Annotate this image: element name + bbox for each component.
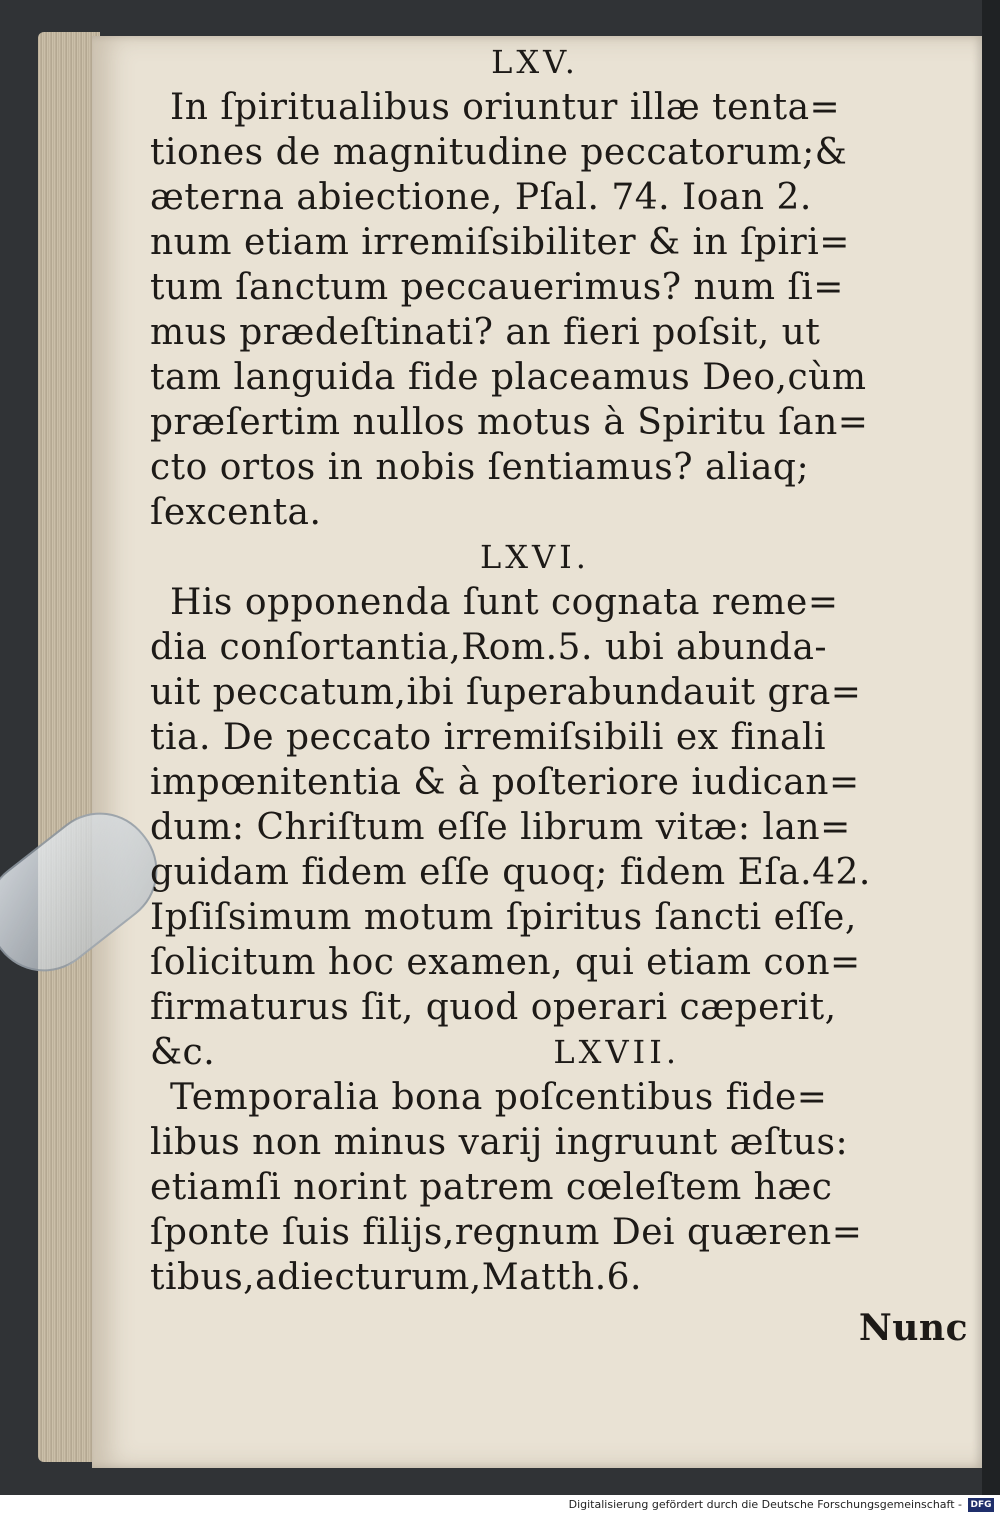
text-line: ſexcenta. bbox=[150, 492, 322, 533]
text-line: ſolicitum hoc examen, qui etiam con= bbox=[150, 942, 861, 983]
text-line: impœnitentia & à poſteriore iudican= bbox=[150, 762, 860, 803]
text-line: etiamſi norint patrem cœleſtem hæc bbox=[150, 1167, 833, 1208]
page-text bbox=[150, 40, 980, 1351]
text-line: uit peccatum,ibi ſuperabundauit gra= bbox=[150, 672, 862, 713]
text-line: firmaturus ſit, quod operari cæperit, bbox=[150, 987, 837, 1028]
footer-credit: Digitalisierung gefördert durch die Deutsche Forschungsgemeinschaft - bbox=[568, 1498, 962, 1511]
book-page-edges bbox=[38, 32, 100, 1462]
catchword: Nunc bbox=[858, 1307, 968, 1349]
text-line: num etiam irremiſsibiliter & in ſpiri= bbox=[150, 222, 850, 263]
text-line: cto ortos in nobis ſentiamus? aliaq; bbox=[150, 447, 810, 488]
text-line: ſponte ſuis filijs,regnum Dei quæren= bbox=[150, 1212, 863, 1253]
section-heading: LXVI. bbox=[480, 538, 590, 576]
footer-bar bbox=[0, 1495, 1000, 1516]
text-line: tum ſanctum peccauerimus? num ſi= bbox=[150, 267, 844, 308]
text-line: dum: Chriſtum eſſe librum vitæ: lan= bbox=[150, 807, 851, 848]
text-line: His opponenda ſunt cognata reme= bbox=[170, 582, 839, 623]
text-line: tia. De peccato irremiſsibili ex finali bbox=[150, 717, 826, 758]
text-line: dia conſortantia,Rom.5. ubi abunda- bbox=[150, 627, 828, 668]
text-line: tiones de magnitudine peccatorum;& bbox=[150, 132, 848, 173]
text-line: tam languida fide placeamus Deo,cùm bbox=[150, 357, 867, 398]
text-line: æterna abiectione, Pſal. 74. Ioan 2. bbox=[150, 177, 812, 218]
text-line: In ſpiritualibus oriuntur illæ tenta= bbox=[170, 87, 841, 128]
text-line: mus prædeſtinati? an fieri poſsit, ut bbox=[150, 312, 821, 353]
text-line: præſertim nullos motus à Spiritu ſan= bbox=[150, 402, 869, 443]
text-line: tibus,adiecturum,Matth.6. bbox=[150, 1257, 642, 1298]
text-line: libus non minus varij ingruunt æſtus: bbox=[150, 1122, 849, 1163]
text-line: Temporalia bona poſcentibus fide= bbox=[170, 1077, 828, 1118]
dfg-logo-icon: DFG bbox=[968, 1498, 994, 1512]
section-heading: LXV. bbox=[491, 43, 579, 81]
text-line-with-heading bbox=[150, 1030, 980, 1075]
text-line: Ipſiſsimum motum ſpiritus ſancti eſſe, bbox=[150, 897, 857, 938]
gutter-shadow bbox=[982, 0, 1000, 1495]
section-heading: LXVII. bbox=[553, 1033, 680, 1071]
text-line: guidam fidem eſſe quoq; fidem Eſa.42. bbox=[150, 852, 871, 893]
text-line-end: &c. bbox=[150, 1032, 216, 1073]
